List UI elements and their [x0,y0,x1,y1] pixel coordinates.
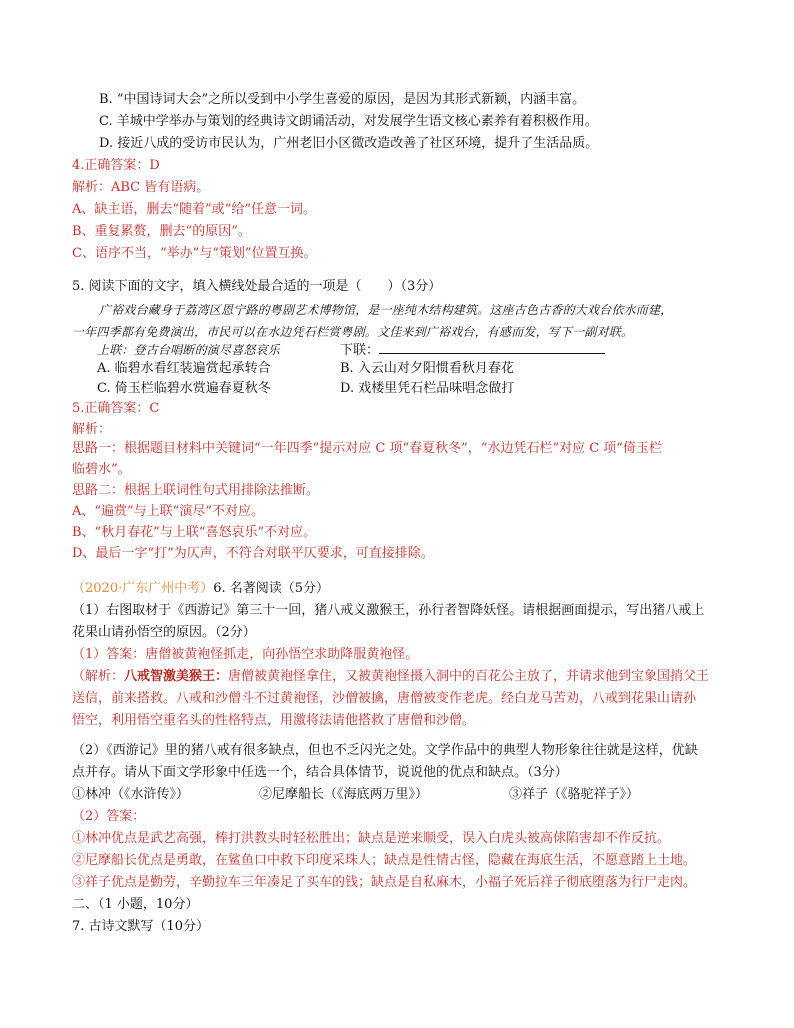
q4-option-b: B. “中国诗词大会”之所以受到中小学生喜爱的原因，是因为其形式新颖，内涵丰富。 [99,92,586,107]
q5-answer-blank [379,339,605,354]
q7-title: 7. 古诗文默写（10分） [72,919,210,934]
q4-answer: 4.正确答案：D [72,158,160,173]
q5-analysis-b: B、“秋月春花”与上联“喜怒哀乐”不对应。 [72,525,317,540]
q5-idea2: 思路二：根据上联词性句式用排除法推断。 [72,483,320,498]
q6-part1-line1: （1）右图取材于《西游记》第三十一回，猪八戒义激猴王，孙行者智降妖怪。请根据画面提示，写出猪八戒上 [72,603,705,618]
q6-source-tag: （2020·广东广州中考） [72,581,214,596]
q5-answer: 5.正确答案：C [72,401,160,416]
q6-part1-line2: 花果山请孙悟空的原因。（2分） [72,625,256,640]
q6-part1-analysis-line2: 送信，前来搭救。八戒和沙僧斗不过黄袍怪，沙僧被擒，唐僧被变作老虎。经白龙马苦劝，八戒到花果山请孙 [72,691,697,706]
q5-passage-line-1: 广裕戏台藏身于荔湾区恩宁路的粤剧艺术博物馆，是一座纯木结构建筑。这座古色古香的大戏台依水而建， [99,303,673,317]
q6-part1-analysis-key: 八戒智激美猴王： [124,669,229,684]
q5-idea1-line2: 临碧水”。 [72,462,131,477]
q4-analysis-title: 解析：ABC 皆有语病。 [72,180,210,195]
q5-option-c: C. 倚玉栏临碧水赏遍春夏秋冬 [97,381,271,396]
q5-lower-couplet-label: 下联： [340,343,380,358]
q6-part2-line1: （2）《西游记》里的猪八戒有很多缺点，但也不乏闪光之处。文学作品中的典型人物形象往往就是这样，优缺 [72,743,698,758]
q5-analysis-a: A、“遍赏”与上联“演尽”不对应。 [72,504,264,519]
q4-analysis-b: B、重复累赘，删去“的原因”。 [72,224,251,239]
q6-choice-1: ①林冲（《水浒传》） [72,787,190,802]
q6-choice-2: ②尼摩船长（《海底两万里》） [259,787,429,802]
q5-analysis-title: 解析： [72,422,112,437]
q6-part1-analysis-text: 唐僧被黄袍怪拿住，又被黄袍怪摄入洞中的百花公主放了，并请求他到宝象国捎父王 [228,669,710,684]
q4-analysis-c: C、语序不当，“举办”与“策划”位置互换。 [72,246,317,261]
q6-answer-linchong: ①林冲优点是武艺高强，棒打洪教头时轻松胜出；缺点是逆来顺受，误入白虎头被高俅陷害却不作反抗。 [72,831,671,846]
q6-part1-answer: （1）答案：唐僧被黄袍怪抓走，向孙悟空求助降服黄袍怪。 [72,647,419,662]
q5-option-a: A. 临碧水看红装遍赏起承转合 [97,361,271,376]
q5-passage-line-2: 一年四季都有免费演出，市民可以在水边凭石栏赏粤剧。文佳来到广裕戏台，有感而发，写下一副对联。 [72,325,634,339]
q6-answer-nemo: ②尼摩船长优点是勇敢，在鲨鱼口中救下印度采珠人；缺点是性情古怪，隐藏在海底生活，不愿意踏上土地。 [72,853,697,868]
section2-heading: 二、（1 小题，10分） [72,897,199,912]
q6-title: 6. 名著阅读（5分） [213,581,330,596]
q6-part1-analysis-line1 [72,666,709,688]
q6-part2-line2: 点并存。请从下面文学形象中任选一个，结合具体情节，说说他的优点和缺点。（3分） [72,765,568,780]
q5-upper-couplet: 上联：登古台唱断的演尽喜怒哀乐 [97,343,281,357]
q5-option-b: B. 入云山对夕阳惯看秋月春花 [340,361,514,376]
q6-answer-xiangzi: ③祥子优点是勤劳，辛勤拉车三年凑足了买车的钱；缺点是自私麻木，小福子死后祥子彻底堕落为行尸走肉。 [72,875,697,890]
q4-option-d: D. 接近八成的受访市民认为，广州老旧小区微改造改善了社区环境，提升了生活品质。 [99,136,599,151]
q6-part2-answer: （2）答案： [72,809,146,824]
q6-header [72,578,329,600]
q5-analysis-d: D、最后一字“打”为仄声，不符合对联平仄要求，可直接排除。 [72,546,434,561]
q6-choice-3: ③祥子（《骆驼祥子》） [509,787,640,802]
q4-option-c: C. 羊城中学举办与策划的经典诗文朗诵活动，对发展学生语文核心素养有着积极作用。 [99,114,598,129]
q6-part1-analysis-line3: 悟空，利用悟空重名头的性格特点，用激将法请他搭救了唐僧和沙僧。 [72,713,476,728]
q5-idea1-line1: 思路一：根据题目材料中关键词“一年四季”提示对应 C 项“春夏秋冬”，“水边凭石栏”对应 C 项“倚玉栏 [72,441,662,456]
q5-option-d: D. 戏楼里凭石栏品味唱念做打 [340,381,515,396]
q6-part1-analysis-label: （解析： [72,669,125,684]
q5-prompt: 5. 阅读下面的文字，填入横线处最合适的一项是（ ）（3分） [72,279,442,294]
q4-analysis-a: A、缺主语，删去“随着”或“给”任意一词。 [72,202,316,217]
